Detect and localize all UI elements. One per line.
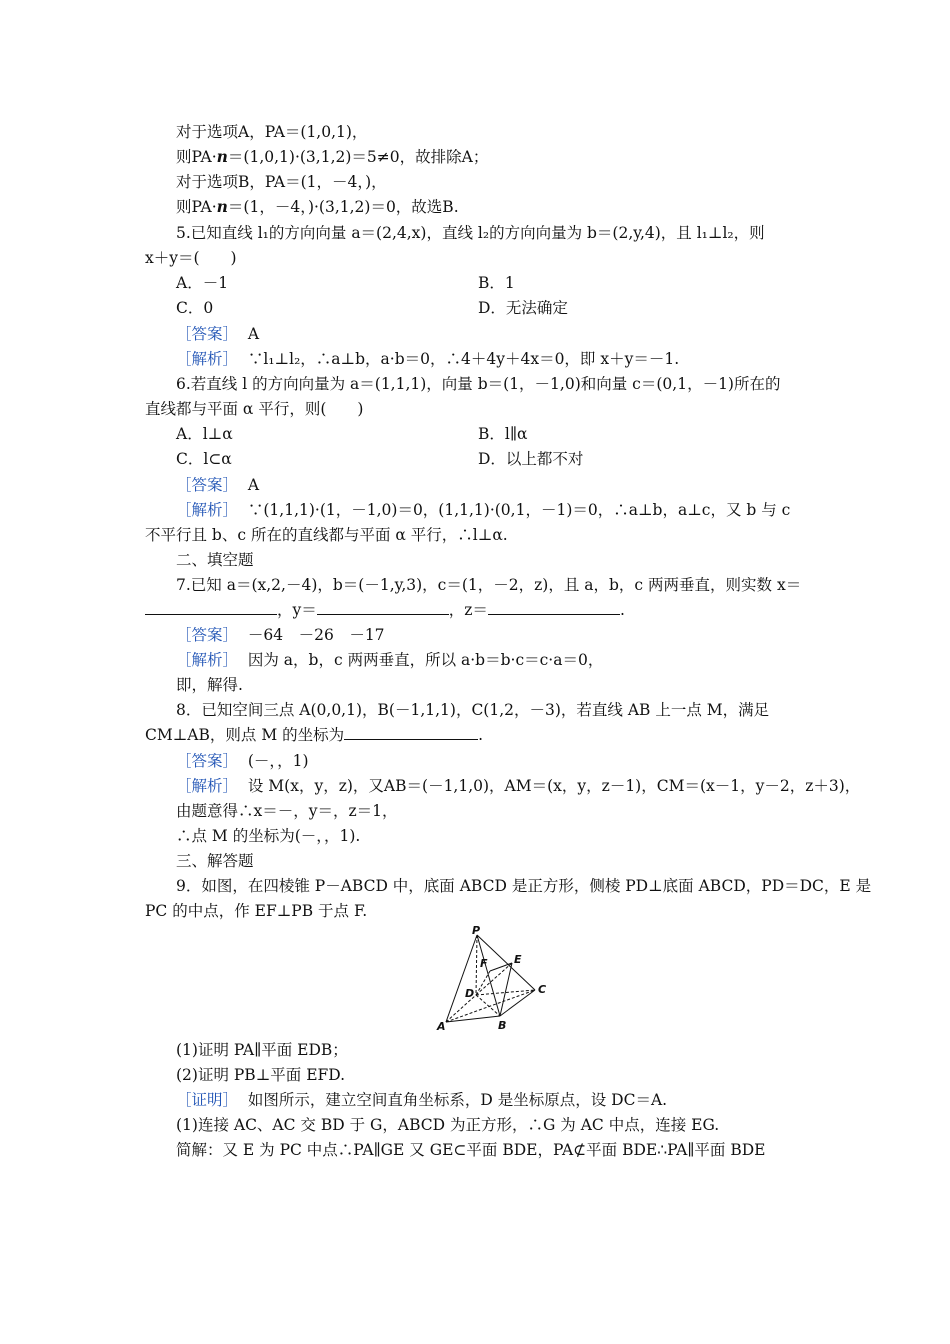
answer-tag: ［答案］ — [176, 752, 239, 770]
calc-prefix: 则PA· — [176, 148, 217, 166]
pyramid-figure — [432, 926, 556, 1034]
calc-rest: ＝(1,0,1)·(3,1,2)＝5≠0，故排除A； — [227, 148, 489, 166]
analysis-tag: ［解析］ — [176, 350, 239, 368]
vector-n: n — [216, 197, 228, 216]
analysis-tag: ［解析］ — [176, 651, 239, 669]
vertex-label-a: A — [437, 1020, 446, 1033]
analysis-tag: ［解析］ — [176, 777, 239, 795]
vector-n: n — [216, 147, 228, 166]
q7-answer — [176, 625, 385, 645]
q6-option-b: B．l∥α — [478, 425, 528, 443]
q8-text-cont — [145, 725, 483, 745]
q8-analysis — [176, 776, 860, 796]
answer-value: A — [247, 325, 260, 343]
q6-option-d: D．以上都不对 — [478, 450, 584, 468]
vertex-label-b: B — [498, 1019, 507, 1032]
q9-sub1: (1)证明 PA∥平面 EDB； — [176, 1041, 348, 1059]
q9-step2: 简解：又 E 为 PC 中点∴PA∥GE 又 GE⊂平面 BDE，PA⊄平面 BDE∴PA∥平面 BDE — [176, 1141, 766, 1159]
vertex-label-c: C — [538, 983, 547, 996]
q7-analysis-cont: 即，解得. — [176, 676, 243, 694]
line-option-b: 对于选项B，PA＝(1，－4，)， — [176, 173, 387, 191]
analysis-text: ∵(1,1,1)·(1，－1,0)＝0，(1,1,1)·(0,1，－1)＝0，∴a⊥b，a⊥c，又 b 与 c — [247, 501, 791, 519]
q5-option-d: D．无法确定 — [478, 299, 568, 317]
answer-tag: ［答案］ — [176, 476, 239, 494]
z-label: ，z＝ — [448, 601, 488, 619]
q6-option-c: C．l⊂α — [176, 450, 232, 468]
q5-option-c: C．0 — [176, 299, 214, 317]
section-solve-title: 三、解答题 — [176, 852, 254, 870]
line-option-a: 对于选项A，PA＝(1,0,1)， — [176, 123, 368, 141]
q6-text-cont: 直线都与平面 α 平行，则( ) — [145, 400, 364, 418]
q6-answer — [176, 475, 259, 495]
q8-text: 8．已知空间三点 A(0,0,1)，B(－1,1,1)，C(1,2，－3)，若直线 AB 上一点 M，满足 — [176, 701, 770, 719]
analysis-tag: ［解析］ — [176, 501, 239, 519]
calc-prefix: 则PA· — [176, 198, 217, 216]
vertex-label-d: D — [465, 987, 475, 1000]
end-mark: . — [619, 601, 625, 619]
analysis-text: ∵l₁⊥l₂，∴a⊥b，a·b＝0，∴4＋4y＋4x＝0，即 x＋y＝－1. — [247, 350, 680, 368]
line-option-a-calc — [176, 147, 488, 167]
answer-value: (－，，1) — [247, 752, 309, 770]
answer-value: A — [247, 476, 260, 494]
q7-text: 7.已知 a＝(x,2,－4)，b＝(－1,y,3)，c＝(1，－2，z)，且 a，b，c 两两垂直，则实数 x＝ — [176, 576, 802, 594]
y-blank[interactable] — [317, 600, 449, 615]
q5-option-a: A．－1 — [176, 274, 229, 292]
q7-blanks — [145, 600, 625, 620]
q5-analysis — [176, 349, 679, 369]
q9-text-cont: PC 的中点，作 EF⊥PB 于点 F. — [145, 902, 368, 920]
m-coordinate-blank[interactable] — [344, 725, 478, 740]
q9-text: 9．如图，在四棱锥 P－ABCD 中，底面 ABCD 是正方形，侧棱 PD⊥底面 ABCD，PD＝DC，E 是 — [176, 877, 872, 895]
y-label: ，y＝ — [277, 601, 317, 619]
q5-option-b: B．1 — [478, 274, 515, 292]
vertex-label-f: F — [480, 957, 488, 970]
vertex-label-e: E — [514, 953, 522, 966]
q9-proof — [176, 1090, 667, 1110]
line-option-b-calc — [176, 197, 459, 217]
z-blank[interactable] — [488, 600, 620, 615]
q8-analysis-cont-2: ∴点 M 的坐标为(－，，1). — [176, 827, 361, 845]
q7-analysis — [176, 650, 603, 670]
q8-analysis-cont: 由题意得∴x＝－，y＝，z＝1， — [176, 802, 398, 820]
proof-text: 如图所示，建立空间直角坐标系，D 是坐标原点，设 DC＝A. — [247, 1091, 668, 1109]
answer-tag: ［答案］ — [176, 626, 239, 644]
answer-tag: ［答案］ — [176, 325, 239, 343]
proof-tag: ［证明］ — [176, 1091, 239, 1109]
q5-text-cont: x＋y＝( ) — [145, 249, 237, 267]
calc-rest: ＝(1，－4，)·(3,1,2)＝0，故选B. — [227, 198, 459, 216]
q8-answer — [176, 751, 309, 771]
end-mark: . — [478, 726, 484, 744]
q6-option-a: A．l⊥α — [176, 425, 233, 443]
analysis-text: 设 M(x，y，z)，又AB＝(－1,1,0)，AM＝(x，y，z－1)，CM＝(x－1，y－2，z＋3)， — [247, 777, 861, 795]
section-fill-blank-title: 二、填空题 — [176, 551, 254, 569]
q5-answer — [176, 324, 259, 344]
q5-text: 5.已知直线 l₁的方向向量 a＝(2,4,x)，直线 l₂的方向向量为 b＝(2,y,4)，且 l₁⊥l₂，则 — [176, 224, 765, 242]
q9-sub2: (2)证明 PB⊥平面 EFD. — [176, 1066, 346, 1084]
q6-analysis-cont: 不平行且 b、c 所在的直线都与平面 α 平行，∴l⊥α. — [145, 526, 508, 544]
x-blank[interactable] — [145, 600, 277, 615]
answer-value: －64 －26 －17 — [247, 626, 385, 644]
q6-analysis — [176, 500, 790, 520]
q9-step1: (1)连接 AC、AC 交 BD 于 G，ABCD 为正方形，∴G 为 AC 中点，连接 EG. — [176, 1116, 720, 1134]
analysis-text: 因为 a，b，c 两两垂直，所以 a·b＝b·c＝c·a＝0， — [247, 651, 604, 669]
vertex-label-p: P — [472, 926, 481, 937]
q6-text: 6.若直线 l 的方向向量为 a＝(1,1,1)，向量 b＝(1，－1,0)和向量 c＝(0,1，－1)所在的 — [176, 375, 781, 393]
q8-prompt: CM⊥AB，则点 M 的坐标为 — [145, 726, 345, 744]
